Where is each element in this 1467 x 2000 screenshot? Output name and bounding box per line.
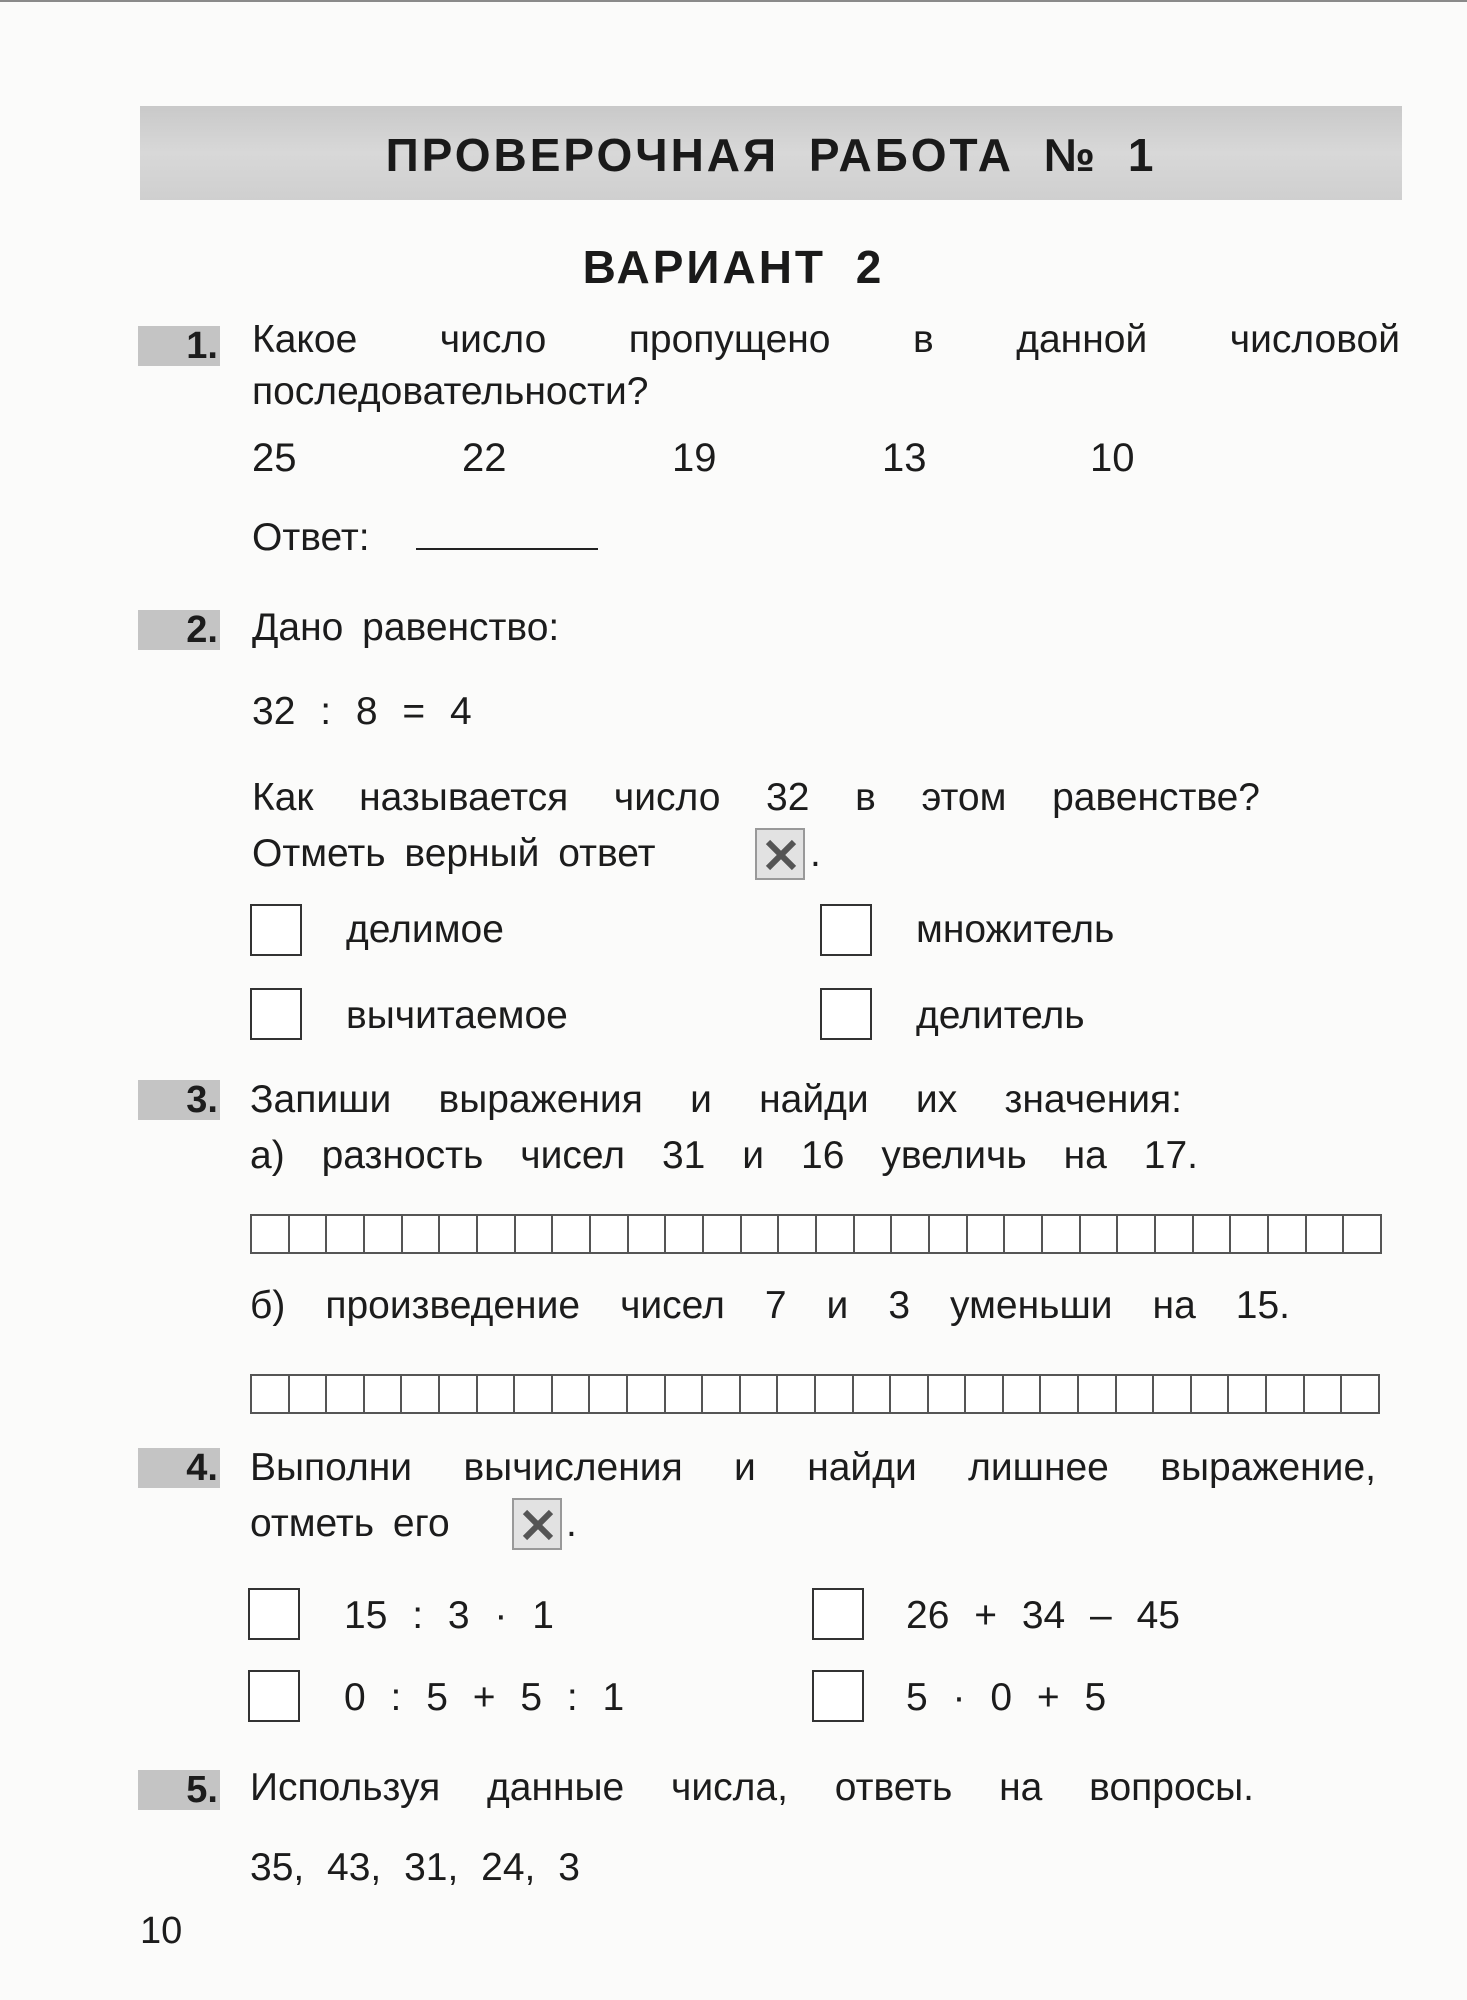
expression-label: 5 · 0 + 5 [906,1676,1107,1719]
answer-cell[interactable] [1079,1376,1117,1412]
answer-cell[interactable] [290,1216,328,1252]
answer-cell[interactable] [591,1216,629,1252]
answer-cell[interactable] [854,1376,892,1412]
answer-cell[interactable] [516,1216,554,1252]
answer-cell[interactable] [930,1216,968,1252]
checkbox-subtrahend[interactable] [250,988,302,1040]
sequence-number: 13 [882,436,927,480]
answer-cell[interactable] [966,1376,1004,1412]
answer-cell[interactable] [478,1216,516,1252]
answer-cell[interactable] [817,1216,855,1252]
q3-item-a: а) разность чисел 31 и 16 увеличь на 17. [250,1134,1198,1177]
answer-cell[interactable] [666,1216,704,1252]
answer-cell[interactable] [1117,1376,1155,1412]
answer-cell[interactable] [1305,1376,1343,1412]
answer-cell[interactable] [855,1216,893,1252]
q3-intro: Запиши выражения и найди их значения: [250,1078,1182,1121]
sequence-number: 22 [462,436,507,480]
page-number: 10 [140,1910,183,1952]
cross-icon [764,838,798,872]
answer-cell[interactable] [968,1216,1006,1252]
answer-cell[interactable] [590,1376,628,1412]
answer-grid-a[interactable] [250,1214,1382,1254]
variant-title: ВАРИАНТ 2 [582,241,885,293]
q2-intro: Дано равенство: [252,606,560,649]
q4-text-line1: Выполни вычисления и найди лишнее выражение, [250,1446,1376,1489]
answer-cell[interactable] [1004,1376,1042,1412]
checkbox-expression-1[interactable] [248,1588,300,1640]
answer-cell[interactable] [553,1216,591,1252]
question-2-number: 2. [138,610,220,650]
answer-cell[interactable] [252,1216,290,1252]
q2-instruction: Отметь верный ответ [252,832,656,875]
answer-cell[interactable] [778,1376,816,1412]
q1-answer-label: Ответ: [252,516,370,559]
answer-cell[interactable] [1194,1216,1232,1252]
answer-grid-b[interactable] [250,1374,1380,1414]
sequence-number: 19 [672,436,717,480]
answer-cell[interactable] [891,1376,929,1412]
expression-label: 26 + 34 – 45 [906,1594,1180,1637]
sequence-number: 10 [1090,436,1135,480]
answer-cell[interactable] [515,1376,553,1412]
answer-cell[interactable] [1041,1376,1079,1412]
answer-cell[interactable] [252,1376,290,1412]
answer-cell[interactable] [1154,1376,1192,1412]
checkbox-expression-4[interactable] [812,1670,864,1722]
answer-cell[interactable] [553,1376,591,1412]
question-1-number: 1. [138,326,220,366]
answer-cell[interactable] [327,1216,365,1252]
question-5-number: 5. [138,1770,220,1810]
checkbox-factor[interactable] [820,904,872,956]
answer-cell[interactable] [440,1216,478,1252]
checkbox-divisor[interactable] [820,988,872,1040]
answer-cell[interactable] [704,1216,742,1252]
answer-cell[interactable] [403,1216,441,1252]
answer-cell[interactable] [365,1376,403,1412]
question-3-number: 3. [138,1080,220,1120]
top-border [0,0,1467,2]
answer-cell[interactable] [1342,1376,1380,1412]
answer-cell[interactable] [816,1376,854,1412]
answer-cell[interactable] [1005,1216,1043,1252]
page-title: ПРОВЕРОЧНАЯ РАБОТА № 1 [385,129,1157,181]
q2-equation: 32 : 8 = 4 [252,690,472,733]
answer-cell[interactable] [1231,1216,1269,1252]
question-4-number: 4. [138,1448,220,1488]
answer-cell[interactable] [703,1376,741,1412]
answer-cell[interactable] [1344,1216,1382,1252]
option-label: множитель [916,908,1115,951]
q4-text-line2: отметь его [250,1502,450,1545]
sample-checked-box [512,1498,562,1550]
q2-period: . [810,832,821,875]
option-label: вычитаемое [346,994,568,1037]
q4-period: . [566,1502,577,1545]
answer-cell[interactable] [327,1376,365,1412]
answer-cell[interactable] [1229,1376,1267,1412]
answer-cell[interactable] [1156,1216,1194,1252]
answer-cell[interactable] [440,1376,478,1412]
expression-label: 0 : 5 + 5 : 1 [344,1676,625,1719]
cross-icon [521,1508,555,1542]
q1-text-line2: последовательности? [252,370,649,413]
answer-cell[interactable] [741,1376,779,1412]
answer-cell[interactable] [628,1376,666,1412]
checkbox-dividend[interactable] [250,904,302,956]
answer-cell[interactable] [365,1216,403,1252]
answer-cell[interactable] [1192,1376,1230,1412]
q1-answer-field[interactable] [416,548,598,550]
answer-cell[interactable] [629,1216,667,1252]
answer-cell[interactable] [1118,1216,1156,1252]
answer-cell[interactable] [779,1216,817,1252]
answer-cell[interactable] [478,1376,516,1412]
answer-cell[interactable] [742,1216,780,1252]
checkbox-expression-3[interactable] [248,1670,300,1722]
answer-cell[interactable] [892,1216,930,1252]
option-label: делимое [346,908,504,951]
answer-cell[interactable] [1267,1376,1305,1412]
answer-cell[interactable] [1307,1216,1345,1252]
answer-cell[interactable] [666,1376,704,1412]
option-label: делитель [916,994,1085,1037]
answer-cell[interactable] [929,1376,967,1412]
q1-text-line1: Какое число пропущено в данной числовой [252,318,1400,361]
answer-cell[interactable] [1269,1216,1307,1252]
sequence-number: 25 [252,436,297,480]
answer-cell[interactable] [1043,1216,1081,1252]
q3-item-b: б) произведение чисел 7 и 3 уменьши на 15. [250,1284,1290,1327]
expression-label: 15 : 3 · 1 [344,1594,554,1637]
q5-numbers: 35, 43, 31, 24, 3 [250,1846,580,1889]
answer-cell[interactable] [1081,1216,1119,1252]
q2-question: Как называется число 32 в этом равенстве? [252,776,1260,819]
answer-cell[interactable] [402,1376,440,1412]
checkbox-expression-2[interactable] [812,1588,864,1640]
sample-checked-box [755,828,805,880]
answer-cell[interactable] [290,1376,328,1412]
q5-intro: Используя данные числа, ответь на вопросы. [250,1766,1254,1809]
